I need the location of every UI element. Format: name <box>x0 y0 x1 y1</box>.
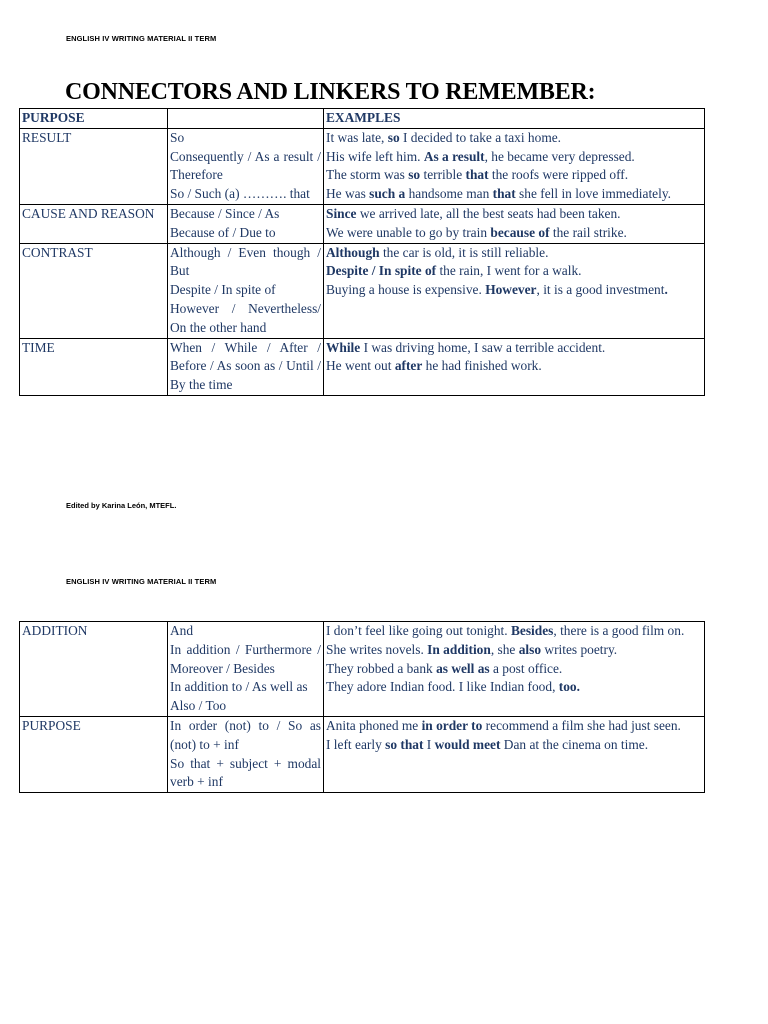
editor-credit: Edited by Karina León, MTEFL. <box>66 501 177 510</box>
connector-line: In addition to / As well as <box>170 679 308 695</box>
examples-cell <box>324 128 705 204</box>
purpose-cell: PURPOSE <box>20 716 168 792</box>
examples-cell <box>324 716 705 792</box>
example-sentence: Since we arrived late, all the best seats had been taken. <box>326 205 621 221</box>
connectors-table <box>19 108 705 396</box>
page-header: ENGLISH IV WRITING MATERIAL II TERM <box>66 577 217 586</box>
connectors-cell <box>168 128 324 204</box>
header-purpose: PURPOSE <box>20 109 168 129</box>
example-sentence: While I was driving home, I saw a terrible accident. <box>326 339 606 355</box>
purpose-cell: TIME <box>20 338 168 395</box>
header-examples: EXAMPLES <box>324 109 705 129</box>
connector-line: So <box>170 129 185 145</box>
connectors-cell <box>168 716 324 792</box>
purpose-cell: CAUSE AND REASON <box>20 204 168 243</box>
example-sentence: The storm was so terrible that the roofs were ripped off. <box>326 167 629 183</box>
connector-line: So that + subject + modal verb + inf <box>170 755 321 790</box>
connectors-cell <box>168 622 324 717</box>
example-sentence: His wife left him. As a result, he became very depressed. <box>326 148 635 164</box>
connector-line: So / Such (a) ………. that <box>170 186 310 202</box>
connector-line: When / While / After / Before / As soon as / Until / By the time <box>170 339 321 393</box>
connector-line: Despite / In spite of <box>170 282 276 298</box>
connectors-cell <box>168 204 324 243</box>
examples-cell <box>324 204 705 243</box>
example-sentence: Although the car is old, it is still reliable. <box>326 244 549 260</box>
connectors-table-continued <box>19 621 705 793</box>
page-title: CONNECTORS AND LINKERS TO REMEMBER: <box>65 79 596 105</box>
example-sentence: Despite / In spite of the rain, I went for a walk. <box>326 263 582 279</box>
connector-line: In order (not) to / So as (not) to + inf <box>170 717 321 752</box>
table-row <box>20 622 705 717</box>
examples-cell <box>324 243 705 338</box>
example-sentence: He went out after he had finished work. <box>326 358 542 374</box>
connector-line: In addition / Furthermore / Moreover / Besides <box>170 641 321 676</box>
connector-line: Although / Even though / But <box>170 244 321 279</box>
header-connectors <box>168 109 324 129</box>
connectors-cell <box>168 338 324 395</box>
example-sentence: I don’t feel like going out tonight. Besides, there is a good film on. <box>326 623 685 638</box>
connector-line: Also / Too <box>170 698 227 714</box>
connector-line: And <box>170 623 194 638</box>
example-sentence: It was late, so I decided to take a taxi home. <box>326 129 562 145</box>
example-sentence: We were unable to go by train because of the rail strike. <box>326 224 627 240</box>
connector-line: However / Nevertheless/ On the other hand <box>170 300 321 335</box>
table-row <box>20 204 705 243</box>
examples-cell <box>324 338 705 395</box>
example-sentence: I left early so that I would meet Dan at the cinema on time. <box>326 736 649 752</box>
table-row <box>20 716 705 792</box>
table-row <box>20 243 705 338</box>
purpose-cell: CONTRAST <box>20 243 168 338</box>
example-sentence: They robbed a bank as well as a post office. <box>326 660 563 676</box>
example-sentence: They adore Indian food. I like Indian food, too. <box>326 679 580 695</box>
connector-line: Consequently / As a result / Therefore <box>170 148 321 183</box>
connector-line: Because / Since / As <box>170 205 280 221</box>
purpose-cell: RESULT <box>20 128 168 204</box>
connector-line: Because of / Due to <box>170 224 276 240</box>
connectors-cell <box>168 243 324 338</box>
table-header-row <box>20 109 705 129</box>
example-sentence: She writes novels. In addition, she also writes poetry. <box>326 641 618 657</box>
page-header: ENGLISH IV WRITING MATERIAL II TERM <box>66 34 217 43</box>
example-sentence: Anita phoned me in order to recommend a film she had just seen. <box>326 717 681 733</box>
example-sentence: Buying a house is expensive. However, it is a good investment. <box>326 282 668 298</box>
purpose-cell: ADDITION <box>20 622 168 717</box>
examples-cell <box>324 622 705 717</box>
table-row <box>20 128 705 204</box>
table-row <box>20 338 705 395</box>
example-sentence: He was such a handsome man that she fell in love immediately. <box>326 186 672 202</box>
